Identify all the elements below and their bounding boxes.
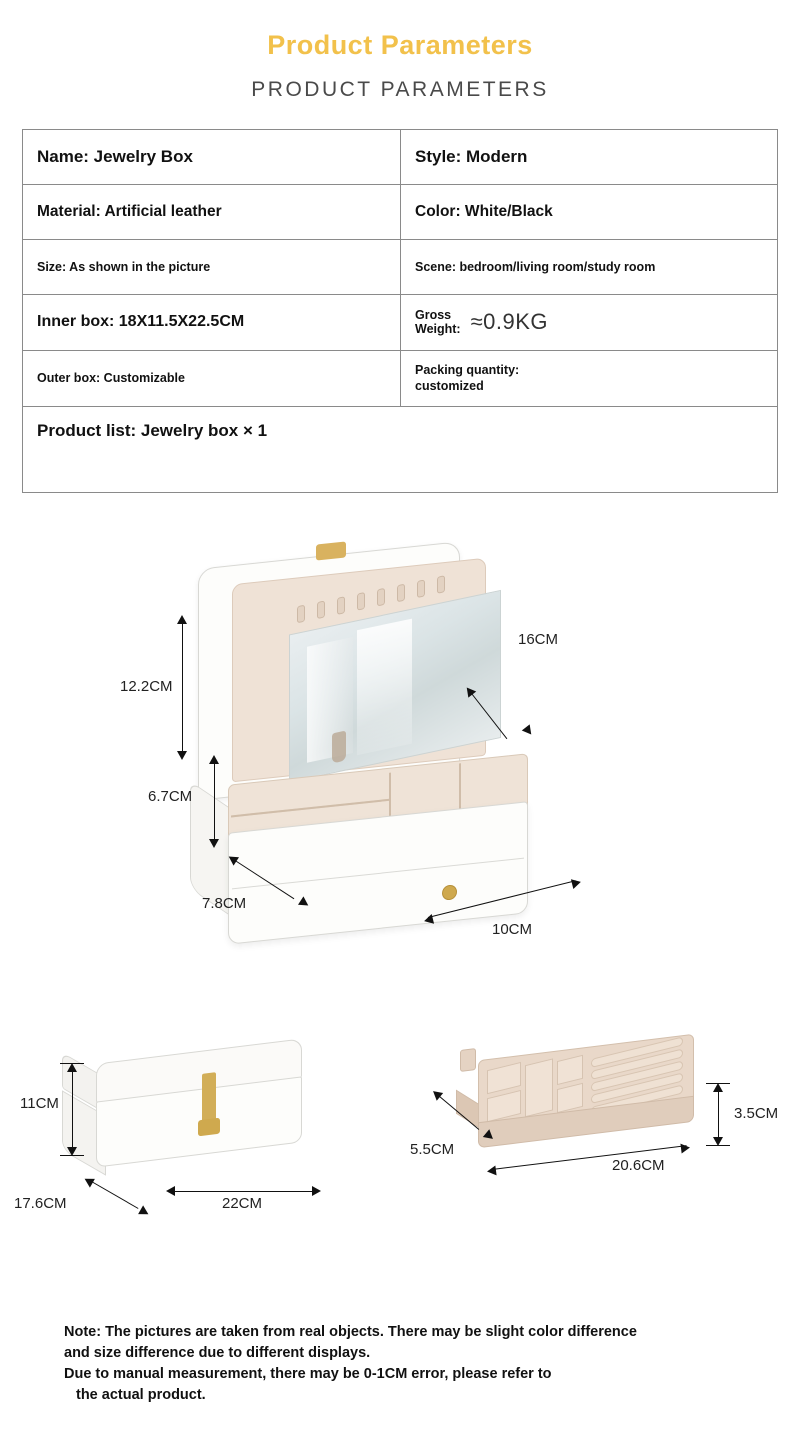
dim-depth: 7.8CM: [202, 894, 247, 912]
arrow-head-icon: [522, 724, 535, 737]
arrow-head-icon: [713, 1083, 723, 1092]
figure-open-box: [0, 513, 800, 1033]
note-line-1: Note: The pictures are taken from real objects. There may be slight color difference: [64, 1324, 637, 1340]
dim-base-height: 6.7CM: [148, 787, 193, 805]
arrow-head-icon: [138, 1205, 151, 1218]
dim-tray-height: 3.5CM: [734, 1104, 779, 1122]
table-row: [23, 184, 778, 239]
arrow-head-icon: [571, 877, 582, 889]
dim-tray-depth: 5.5CM: [410, 1140, 455, 1158]
hook-icon: [357, 592, 365, 611]
dim-closed-width: 22CM: [222, 1194, 263, 1212]
arrow-head-icon: [177, 615, 187, 624]
table-row: [23, 406, 778, 492]
spec-scene: Scene: bedroom/living room/study room: [401, 239, 778, 294]
arrow-head-icon: [67, 1063, 77, 1072]
spec-style: Style: Modern: [401, 129, 778, 184]
table-row: [23, 129, 778, 184]
dim-line: [72, 1071, 73, 1147]
spec-product-list: Product list: Jewelry box × 1: [23, 406, 778, 492]
gross-weight-label: Gross Weight:: [415, 307, 461, 337]
dim-closed-depth: 17.6CM: [14, 1194, 67, 1212]
arrow-head-icon: [486, 1165, 496, 1176]
hook-icon: [377, 587, 385, 606]
spec-outer-box: Outer box: Customizable: [23, 350, 401, 406]
hook-icon: [317, 600, 325, 619]
gross-weight-value: ≈0.9KG: [470, 309, 549, 335]
arrow-head-icon: [209, 755, 219, 764]
dim-line: [88, 1179, 139, 1209]
dim-line: [172, 1191, 316, 1192]
figure-bottom-row: [0, 1033, 800, 1263]
dim-lid-width: 16CM: [518, 630, 559, 648]
hook-icon: [337, 596, 345, 615]
dim-width: 10CM: [492, 920, 533, 938]
table-row: [23, 239, 778, 294]
curtain-reflection: [307, 636, 353, 763]
arrow-head-icon: [209, 839, 219, 848]
table-row: [23, 294, 778, 350]
dim-line: [214, 763, 215, 839]
closed-box-clasp: [202, 1072, 216, 1126]
table-row: [23, 350, 778, 406]
note-line-3: Due to manual measurement, there may be 0-1CM error, please refer to: [64, 1366, 552, 1383]
spec-inner-box: Inner box: 18X11.5X22.5CM: [23, 294, 401, 350]
arrow-head-icon: [680, 1142, 690, 1153]
dim-closed-height: 11CM: [20, 1094, 59, 1112]
box-lid-inner: [232, 557, 486, 782]
hook-icon: [437, 575, 445, 594]
note-line-2: and size difference due to different displays.: [64, 1345, 371, 1362]
hook-icon: [397, 583, 405, 602]
spec-gross-weight: [401, 294, 778, 350]
spec-color: Color: White/Black: [401, 184, 778, 239]
product-figures: [0, 513, 800, 1263]
arrow-head-icon: [82, 1174, 95, 1187]
spec-table: [22, 129, 778, 493]
spec-size: Size: As shown in the picture: [23, 239, 401, 294]
dim-tray-width: 20.6CM: [612, 1156, 665, 1174]
note-line-4: the actual product.: [76, 1387, 206, 1404]
note-block: [64, 1322, 764, 1406]
spec-packing-quantity: Packing quantity: customized: [401, 350, 778, 406]
dim-lid-height: 12.2CM: [120, 677, 173, 695]
spec-name: Name: Jewelry Box: [23, 129, 401, 184]
hook-icon: [417, 579, 425, 598]
tray-handle-left: [460, 1048, 476, 1072]
hook-icon: [297, 604, 305, 623]
arrow-head-icon: [166, 1186, 175, 1196]
page-title: Product Parameters: [267, 30, 533, 60]
page-subtitle: PRODUCT PARAMETERS: [251, 77, 549, 101]
lid-clasp: [316, 541, 346, 560]
dim-line: [182, 623, 183, 751]
arrow-head-icon: [177, 751, 187, 760]
arrow-head-icon: [312, 1186, 321, 1196]
spec-material: Material: Artificial leather: [23, 184, 401, 239]
dim-line: [718, 1091, 719, 1137]
vase-reflection: [332, 730, 346, 763]
